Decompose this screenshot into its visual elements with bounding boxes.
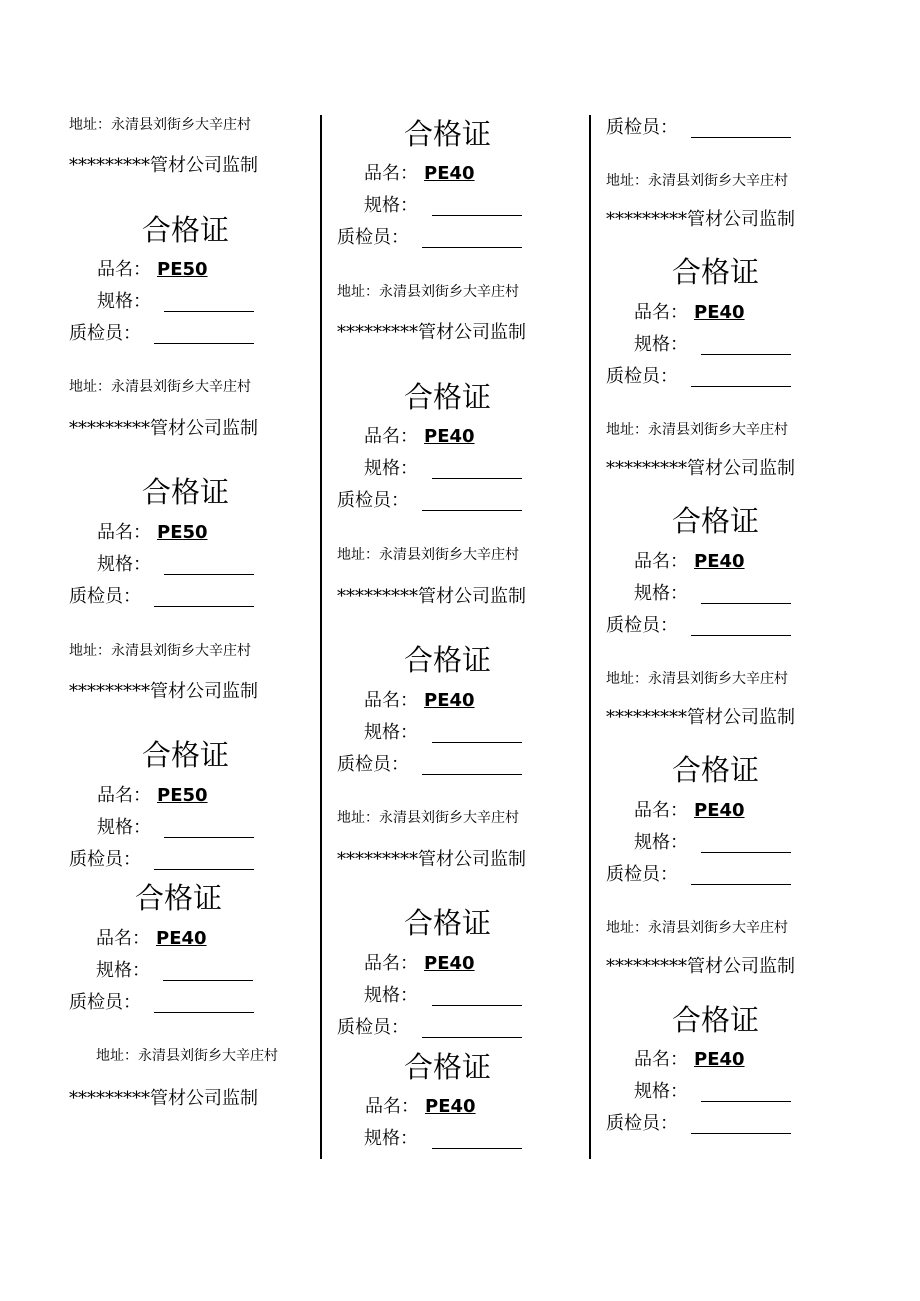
inspector-blank-line	[154, 343, 254, 344]
product-name-value: PE40	[424, 953, 475, 974]
product-name-value: PE50	[157, 522, 208, 543]
product-name-label: 品名：	[364, 426, 418, 447]
manufacturer-text: *********管材公司监制	[606, 209, 795, 230]
product-name-label: 品名：	[634, 551, 688, 572]
product-name-value: PE40	[694, 551, 745, 572]
certificate-title: 合格证	[672, 504, 760, 538]
address-text: 地址：永清县刘街乡大辛庄村	[96, 1048, 278, 1064]
certificate-title: 合格证	[672, 1003, 760, 1037]
spec-blank-line	[701, 603, 791, 604]
address-text: 地址：永清县刘街乡大辛庄村	[69, 643, 251, 659]
inspector-label: 质检员：	[337, 227, 409, 248]
inspector-blank-line	[422, 247, 522, 248]
product-name-label: 品名：	[364, 690, 418, 711]
certificate-title: 合格证	[142, 738, 230, 772]
address-text: 地址：永清县刘街乡大辛庄村	[606, 422, 788, 438]
address-text: 地址：永清县刘街乡大辛庄村	[69, 117, 251, 133]
inspector-label: 质检员：	[606, 366, 678, 387]
manufacturer-text: *********管材公司监制	[69, 418, 258, 439]
spec-label: 规格：	[634, 334, 688, 355]
spec-label: 规格：	[97, 554, 151, 575]
product-name-value: PE50	[157, 785, 208, 806]
spec-label: 规格：	[97, 817, 151, 838]
address-text: 地址：永清县刘街乡大辛庄村	[69, 379, 251, 395]
spec-blank-line	[164, 837, 254, 838]
manufacturer-text: *********管材公司监制	[69, 155, 258, 176]
manufacturer-text: *********管材公司监制	[69, 681, 258, 702]
inspector-label: 质检员：	[606, 864, 678, 885]
product-name-value: PE40	[425, 1096, 476, 1117]
product-name-value: PE40	[424, 690, 475, 711]
inspector-label: 质检员：	[69, 849, 141, 870]
product-name-label: 品名：	[364, 953, 418, 974]
product-name-value: PE40	[694, 1049, 745, 1070]
inspector-label: 质检员：	[606, 1113, 678, 1134]
spec-label: 规格：	[364, 1128, 418, 1149]
certificate-title: 合格证	[404, 380, 492, 414]
certificate-title: 合格证	[672, 753, 760, 787]
address-text: 地址：永清县刘街乡大辛庄村	[606, 920, 788, 936]
spec-blank-line	[432, 215, 522, 216]
manufacturer-text: *********管材公司监制	[606, 956, 795, 977]
spec-label: 规格：	[364, 195, 418, 216]
spec-blank-line	[701, 1101, 791, 1102]
manufacturer-text: *********管材公司监制	[69, 1088, 258, 1109]
spec-label: 规格：	[97, 291, 151, 312]
spec-label: 规格：	[364, 458, 418, 479]
inspector-blank-line	[422, 510, 522, 511]
inspector-blank-line	[691, 635, 791, 636]
certificate-title: 合格证	[404, 906, 492, 940]
inspector-blank-line	[691, 884, 791, 885]
spec-blank-line	[701, 354, 791, 355]
certificate-title: 合格证	[404, 117, 492, 151]
inspector-label: 质检员：	[606, 615, 678, 636]
certificate-title: 合格证	[135, 881, 223, 915]
product-name-label: 品名：	[96, 928, 150, 949]
address-text: 地址：永清县刘街乡大辛庄村	[337, 284, 519, 300]
product-name-value: PE40	[424, 426, 475, 447]
inspector-blank-line	[691, 1133, 791, 1134]
inspector-label: 质检员：	[337, 754, 409, 775]
inspector-label: 质检员：	[606, 117, 678, 138]
spec-blank-line	[432, 742, 522, 743]
certificate-title: 合格证	[404, 1050, 492, 1084]
inspector-blank-line	[154, 606, 254, 607]
product-name-value: PE40	[694, 302, 745, 323]
inspector-label: 质检员：	[69, 992, 141, 1013]
inspector-blank-line	[154, 869, 254, 870]
inspector-blank-line	[422, 774, 522, 775]
manufacturer-text: *********管材公司监制	[337, 849, 526, 870]
spec-blank-line	[163, 980, 253, 981]
product-name-value: PE40	[694, 800, 745, 821]
spec-blank-line	[164, 574, 254, 575]
spec-blank-line	[164, 311, 254, 312]
spec-label: 规格：	[634, 1081, 688, 1102]
certificate-title: 合格证	[404, 643, 492, 677]
product-name-label: 品名：	[634, 302, 688, 323]
inspector-blank-line	[422, 1037, 522, 1038]
product-name-value: PE50	[157, 259, 208, 280]
spec-label: 规格：	[634, 832, 688, 853]
product-name-value: PE40	[424, 163, 475, 184]
inspector-blank-line	[691, 386, 791, 387]
manufacturer-text: *********管材公司监制	[606, 707, 795, 728]
product-name-label: 品名：	[97, 785, 151, 806]
inspector-label: 质检员：	[69, 323, 141, 344]
inspector-blank-line	[154, 1012, 254, 1013]
certificate-title: 合格证	[142, 475, 230, 509]
address-text: 地址：永清县刘街乡大辛庄村	[337, 810, 519, 826]
product-name-label: 品名：	[364, 163, 418, 184]
inspector-label: 质检员：	[69, 586, 141, 607]
address-text: 地址：永清县刘街乡大辛庄村	[337, 547, 519, 563]
certificate-title: 合格证	[672, 255, 760, 289]
manufacturer-text: *********管材公司监制	[337, 322, 526, 343]
product-name-label: 品名：	[365, 1096, 419, 1117]
manufacturer-text: *********管材公司监制	[337, 586, 526, 607]
spec-label: 规格：	[634, 583, 688, 604]
spec-label: 规格：	[364, 985, 418, 1006]
product-name-value: PE40	[156, 928, 207, 949]
inspector-blank-line	[691, 137, 791, 138]
spec-blank-line	[432, 1005, 522, 1006]
spec-blank-line	[432, 478, 522, 479]
inspector-label: 质检员：	[337, 490, 409, 511]
product-name-label: 品名：	[634, 1049, 688, 1070]
address-text: 地址：永清县刘街乡大辛庄村	[606, 173, 788, 189]
product-name-label: 品名：	[97, 522, 151, 543]
inspector-label: 质检员：	[337, 1017, 409, 1038]
manufacturer-text: *********管材公司监制	[606, 458, 795, 479]
column-divider	[589, 115, 591, 1159]
spec-label: 规格：	[96, 960, 150, 981]
column-divider	[320, 115, 322, 1159]
certificate-title: 合格证	[142, 213, 230, 247]
spec-label: 规格：	[364, 722, 418, 743]
product-name-label: 品名：	[97, 259, 151, 280]
product-name-label: 品名：	[634, 800, 688, 821]
spec-blank-line	[701, 852, 791, 853]
address-text: 地址：永清县刘街乡大辛庄村	[606, 671, 788, 687]
spec-blank-line	[432, 1148, 522, 1149]
